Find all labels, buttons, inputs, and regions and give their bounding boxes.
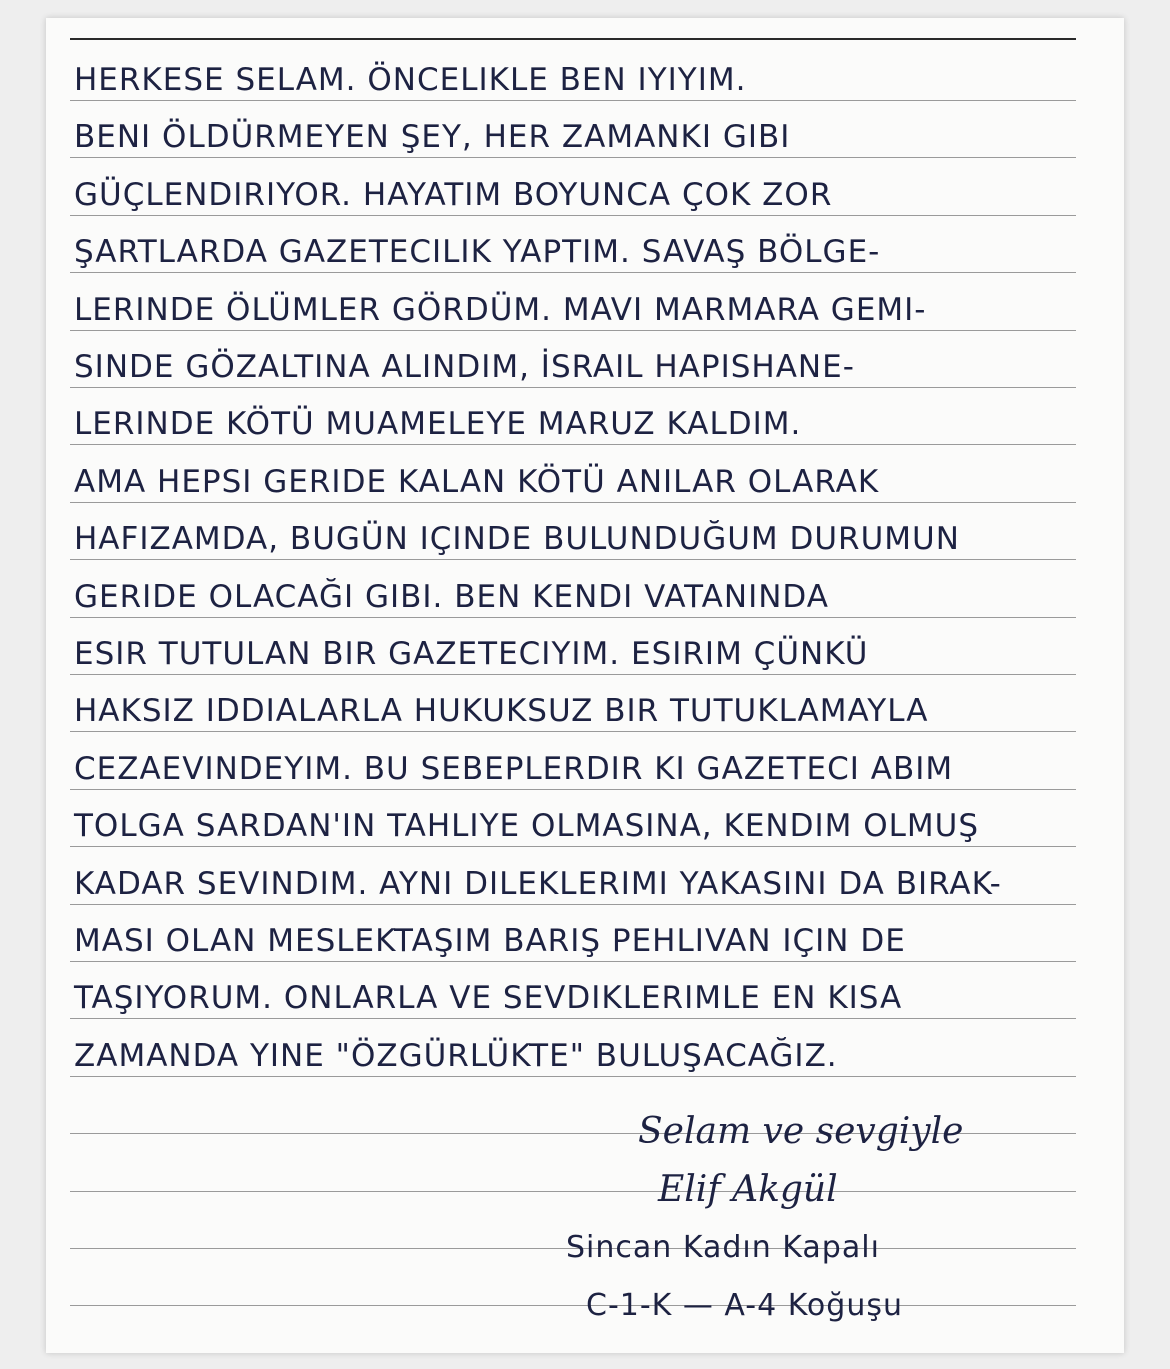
- ruled-line: [70, 1191, 1076, 1192]
- letter-line: GERIDE OLACAĞI GIBI. BEN KENDI VATANINDA: [74, 579, 829, 615]
- letter-line: KADAR SEVINDIM. AYNI DILEKLERIMI YAKASINI DA BIRAK-: [74, 866, 1002, 902]
- letter-line: HAKSIZ IDDIALARLA HUKUKSUZ BIR TUTUKLAMAYLA: [74, 693, 929, 729]
- letter-line: LERINDE KÖTÜ MUAMELEYE MARUZ KALDIM.: [74, 406, 802, 442]
- prison-name: Sincan Kadın Kapalı: [566, 1230, 880, 1265]
- letter-line: AMA HEPSI GERIDE KALAN KÖTÜ ANILAR OLARAK: [74, 464, 880, 500]
- letter-line: ŞARTLARDA GAZETECILIK YAPTIM. SAVAŞ BÖLGE-: [74, 234, 881, 270]
- letter-line: ESIR TUTULAN BIR GAZETECIYIM. ESIRIM ÇÜNKÜ: [74, 636, 869, 672]
- letter-line: LERINDE ÖLÜMLER GÖRDÜM. MAVI MARMARA GEMI-: [74, 292, 927, 328]
- ruled-line: [70, 1305, 1076, 1306]
- letter-line: HAFIZAMDA, BUGÜN IÇINDE BULUNDUĞUM DURUMUN: [74, 521, 960, 557]
- letter-line: CEZAEVINDEYIM. BU SEBEPLERDIR KI GAZETECI ABIM: [74, 751, 954, 787]
- letter-line: HERKESE SELAM. ÖNCELIKLE BEN IYIYIM.: [74, 62, 747, 98]
- letter-line: ZAMANDA YINE "ÖZGÜRLÜKTE" BULUŞACAĞIZ.: [74, 1038, 838, 1074]
- letter-line: MASI OLAN MESLEKTAŞIM BARIŞ PEHLIVAN IÇIN DE: [74, 923, 906, 959]
- closing-phrase: Selam ve sevgiyle: [638, 1111, 964, 1152]
- letter-line: BENI ÖLDÜRMEYEN ŞEY, HER ZAMANKI GIBI: [74, 119, 791, 155]
- ward-name: C-1-K — A-4 Koğuşu: [586, 1288, 903, 1323]
- letter-line: TOLGA SARDAN'IN TAHLIYE OLMASINA, KENDIM OLMUŞ: [74, 808, 980, 844]
- letter-line: SINDE GÖZALTINA ALINDIM, İSRAIL HAPISHANE-: [74, 349, 855, 385]
- signature: Elif Akgül: [658, 1169, 838, 1210]
- letter-line: GÜÇLENDIRIYOR. HAYATIM BOYUNCA ÇOK ZOR: [74, 177, 833, 213]
- letter-line: TAŞIYORUM. ONLARLA VE SEVDIKLERIMLE EN KISA: [74, 980, 903, 1016]
- letter-page: [46, 18, 1124, 1353]
